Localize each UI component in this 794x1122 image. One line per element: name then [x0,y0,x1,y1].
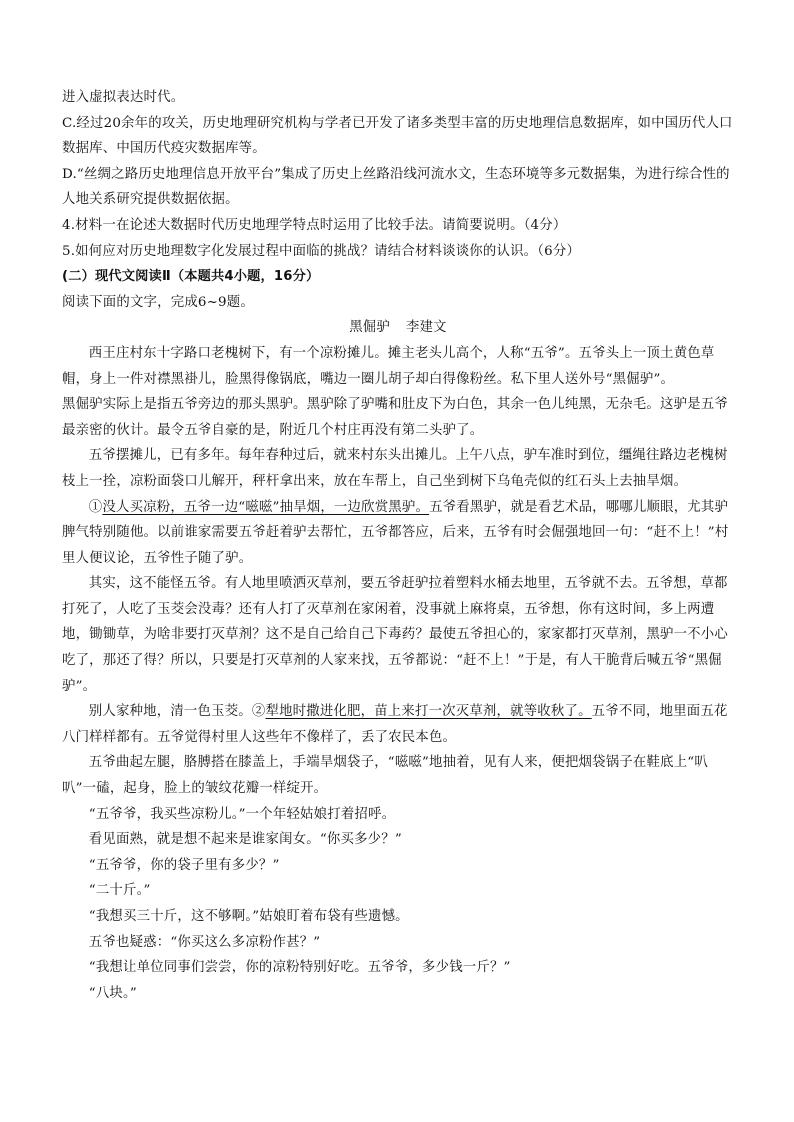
option-d: D.“丝绸之路历史地理信息开放平台”集成了历史上丝路沿线河流水文，生态环境等多元数据集，为进行综合性的人地关系研究提供数据依据。 [62,166,730,208]
dialogue-line: “我想让单位同事们尝尝，你的凉粉特别好吃。五爷爷，多少钱一斤？” [88,960,511,976]
marker-1: ① [88,499,103,515]
paragraph-1: 西王庄村东十字路口老槐树下，有一个凉粉摊儿。摊主老头儿高个，人称“五爷”。五爷头上一顶土黄色草帽，身上一件对襟黑褂儿，脸黑得像锅底，嘴边一圈儿胡子却白得像粉丝。私下里人送外号“黑倔驴”。 [62,345,715,387]
page-content [62,85,734,1006]
paragraph-4 [62,495,734,572]
story-author: 李建文 [406,320,447,336]
dialogue-line: 五爷也疑惑：“你买这么多凉粉作甚？” [88,934,321,950]
story-title: 黑倔驴 [349,320,390,336]
dialogue-line: “八块。” [88,985,137,1001]
passage-continuation: 进入虚拟表达时代。 [62,90,185,105]
dialogue-line: “五爷爷，你的袋子里有多少？” [88,857,280,873]
underlined-sentence-1: 没人买凉粉，五爷一边“嗞嗞”抽旱烟，一边欣赏黑驴。 [102,499,430,515]
marker-2: ② [251,704,266,720]
paragraph-6 [62,699,734,750]
dialogue-line: “我想买三十斤，这不够啊。”姑娘盯着布袋有些遗憾。 [88,909,409,924]
dialogue-line: “二十斤。” [88,883,151,899]
paragraph-4-rest: 五爷看黑驴，就是看艺术品，哪哪儿顺眼，尤其驴脾气特别随他。以前谁家需要五爷赶着驴去帮忙，五爷都答应，后来，五爷有时会倔强地回一句：“赶不上！”村里人便议论，五爷性子随了驴。 [62,499,729,566]
underlined-sentence-2: 犁地时撒进化肥，苗上来打一次灭草剂，就等收秋了。 [265,704,592,720]
question-5: 5.如何应对历史地理数字化发展过程中面临的挑战？请结合材料谈谈你的认识。（6分） [62,243,581,259]
paragraph-5: 其实，这不能怪五爷。有人地里喷洒灭草剂，要五爷赶驴拉着塑料水桶去地里，五爷就不去。五爷想，草都打死了，人吃了玉茭会没毒？还有人打了灭草剂在家闲着，没事就上麻将桌，五爷想，你有这时间，多上两遭地，锄锄草，为啥非要打灭草剂？这不是自己给自己下毒药？最使五爷担心的，家家都打灭草剂，黑驴一不小心吃了，那还了得？所以，只要是打灭草剂的人家来找，五爷都说：“赶不上！”于是，有人干脆背后喊五爷“黑倔驴”。 [62,576,728,694]
paragraph-3: 五爷摆摊儿，已有多年。每年春种过后，就来村东头出摊儿。上午八点，驴车准时到位，缰绳往路边老槐树枝上一拴，凉粉面袋口儿解开，秤杆拿出来，放在车帮上，自己坐到树下乌龟壳似的红石头上去抽旱烟。 [62,448,728,489]
paragraph-7: 五爷曲起左腿，胳膊搭在膝盖上，手端旱烟袋子，“嗞嗞”地抽着，见有人来，便把烟袋锅子在鞋底上“叭叭”一磕，起身，脸上的皱纹花瓣一样绽开。 [62,755,708,797]
reading-instruction: 阅读下面的文字，完成6~9题。 [62,294,254,310]
paragraph-2: 黑倔驴实际上是指五爷旁边的那头黑驴。黑驴除了驴嘴和肚皮下为白色，其余一色儿纯黑，无杂毛。这驴是五爷最亲密的伙计。最令五爷自豪的是，附近几个村庄再没有第二头驴了。 [62,397,728,438]
story-title-line [62,315,734,341]
dialogue-line: “五爷爷，我买些凉粉儿。”一个年轻姑娘打着招呼。 [88,806,396,822]
paragraph-6-start: 别人家种地，清一色玉茭。 [88,704,252,720]
section-heading: (二）现代文阅读Ⅱ（本题共4小题，16分） [62,269,320,285]
dialogue-line: 看见面熟，就是想不起来是谁家闺女。“你买多少？” [88,832,402,848]
question-4: 4.材料一在论述大数据时代历史地理学特点时运用了比较手法。请简要说明。（4分） [62,217,567,233]
paragraph-6-rest: 五爷不同，地里面五花八门样样都有。五爷觉得村里人这些年不像样了，丢了农民本色。 [62,704,728,745]
option-c: C.经过20余年的攻关，历史地理研究机构与学者已开发了诸多类型丰富的历史地理信息数据库，如中国历代人口数据库、中国历代疫灾数据库等。 [62,115,733,157]
